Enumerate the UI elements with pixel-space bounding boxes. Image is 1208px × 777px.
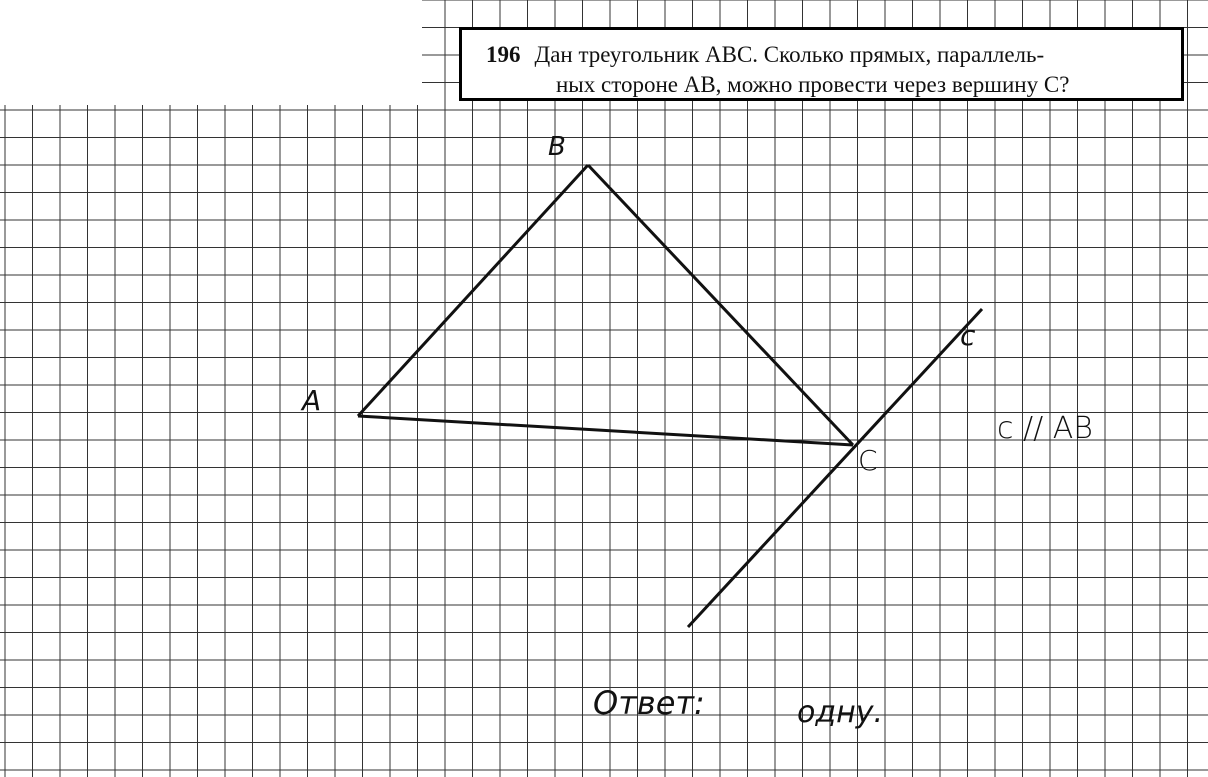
problem-text-line-2: ных стороне AB, можно провести через вершину C? — [556, 72, 1070, 97]
vertex-label-c: C — [858, 444, 878, 477]
side-ab — [358, 165, 588, 416]
line-label-c: c — [960, 319, 976, 352]
vertex-label-a: A — [302, 384, 322, 417]
vertex-label-b: B — [548, 132, 566, 162]
problem-text-line-1: Дан треугольник ABC. Сколько прямых, параллель- — [534, 42, 1045, 67]
side-bc — [588, 165, 853, 445]
parallel-relation: c // AB — [997, 411, 1093, 446]
problem-number: 196 — [486, 42, 521, 67]
answer-value: одну. — [797, 695, 884, 730]
answer-label: Ответ: — [593, 684, 705, 722]
side-ac — [358, 416, 853, 445]
parallel-line-c — [688, 309, 982, 627]
